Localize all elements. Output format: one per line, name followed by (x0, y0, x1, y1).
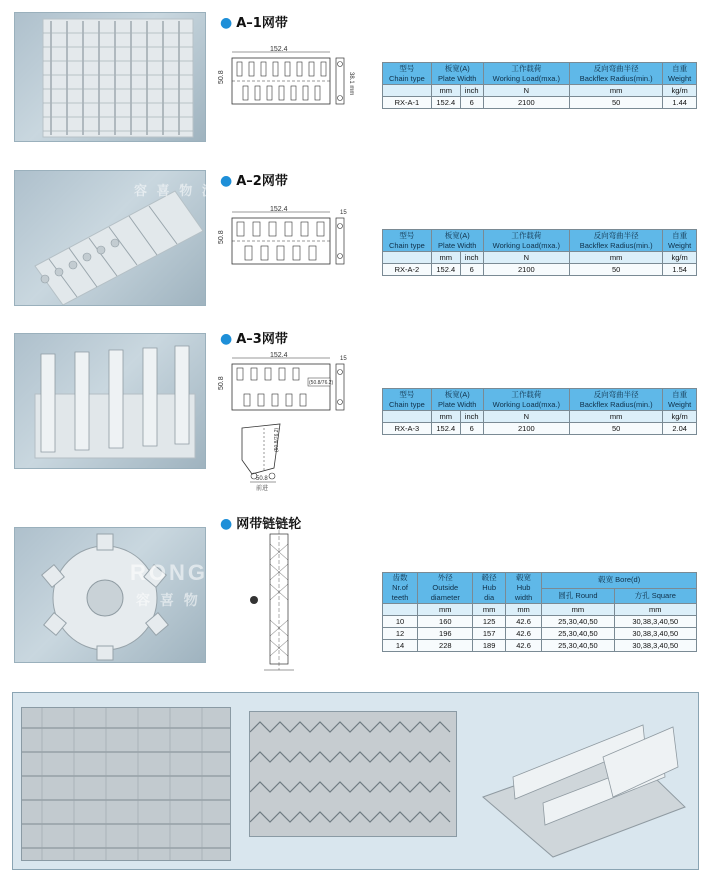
hdr-plate-width: 板宽(A) Plate Width (431, 230, 483, 252)
spec-table-a1 (382, 62, 697, 109)
unit-cell: inch (460, 252, 483, 264)
section-a3-title: ● A–3网带 (220, 331, 288, 347)
unit-cell: N (483, 85, 570, 97)
dim-profile-a3: (50.8/76.2) (274, 427, 280, 452)
bullet-icon: ● (220, 331, 233, 347)
unit-cell: mm (431, 411, 460, 423)
bullet-icon: ● (220, 15, 233, 31)
value-cell: RX-A-3 (383, 423, 432, 435)
section-a2-title: ● A–2网带 (220, 173, 288, 189)
value-cell: 2100 (483, 264, 570, 276)
unit-cell: mm (542, 604, 614, 616)
hdr-working-load: 工作载荷 Working Load(mxa.) (483, 63, 570, 85)
value-cell: 152.4 (431, 264, 460, 276)
unit-cell (383, 85, 432, 97)
gallery-photo-flat-belt (21, 707, 231, 861)
direction-label-a3: 前进 (256, 485, 269, 492)
value-cell: 189 (473, 640, 505, 652)
watermark-brand: RONGXI (130, 560, 235, 585)
value-cell: 6 (460, 97, 483, 109)
spec-table-a2 (382, 229, 697, 276)
hdr-hub-dia: 毂径 Hub dia (473, 573, 505, 604)
sprocket-title: ● 网带链链轮 (220, 516, 302, 532)
value-cell: 6 (460, 264, 483, 276)
value-cell: RX-A-1 (383, 97, 432, 109)
belt-a3-drawing (212, 350, 362, 510)
belt-a1-image (15, 13, 205, 141)
value-cell: 25,30,40,50 (542, 616, 614, 628)
hdr-plate-width: 板宽(A) Plate Width (431, 63, 483, 85)
hdr-backflex: 反向弯曲半径 Backflex Radius(min.) (570, 230, 663, 252)
gallery-photo-mesh-detail (249, 711, 457, 837)
hdr-bore: 毂宽 Bore(d) (542, 573, 697, 589)
hdr-weight: 自重 Weight (663, 63, 697, 85)
belt-a2-drawing (212, 204, 362, 274)
hdr-plate-width: 板宽(A) Plate Width (431, 389, 483, 411)
hdr-chain-type: 型号 Chain type (383, 230, 432, 252)
section-a1-title: ● A–1网带 (220, 15, 288, 31)
value-cell: 12 (383, 628, 418, 640)
unit-cell (383, 411, 432, 423)
value-cell: 42.6 (505, 628, 541, 640)
value-cell: 30,38,3,40,50 (614, 616, 696, 628)
value-cell: 152.4 (431, 423, 460, 435)
value-cell: 160 (418, 616, 473, 628)
belt-a3-photo (14, 333, 206, 469)
belt-a1-drawing (212, 44, 362, 114)
value-cell: 157 (473, 628, 505, 640)
value-cell: 14 (383, 640, 418, 652)
value-cell: 50 (570, 423, 663, 435)
unit-cell (383, 604, 418, 616)
hdr-outside-diameter: 外径 Outside diameter (418, 573, 473, 604)
bullet-icon: ● (220, 516, 233, 532)
value-cell: 196 (418, 628, 473, 640)
hdr-bore-round: 圆孔 Round (542, 588, 614, 604)
value-cell: 2.04 (663, 423, 697, 435)
unit-cell: mm (418, 604, 473, 616)
unit-cell: kg/m (663, 252, 697, 264)
unit-cell: inch (460, 85, 483, 97)
unit-cell: mm (473, 604, 505, 616)
unit-cell: kg/m (663, 411, 697, 423)
unit-cell (383, 252, 432, 264)
unit-cell: inch (460, 411, 483, 423)
unit-cell: mm (570, 85, 663, 97)
value-cell: 1.44 (663, 97, 697, 109)
belt-a2-image (15, 171, 205, 305)
hdr-backflex: 反向弯曲半径 Backflex Radius(min.) (570, 389, 663, 411)
watermark-cn: 容 喜 物 流 (134, 183, 218, 198)
value-cell: 42.6 (505, 640, 541, 652)
value-cell: 25,30,40,50 (542, 628, 614, 640)
belt-a3-image (15, 334, 205, 468)
dim-side-a3: 15 (340, 356, 347, 362)
dim-width-a3: 152.4 (270, 352, 288, 359)
value-cell: 228 (418, 640, 473, 652)
value-cell: 152.4 (431, 97, 460, 109)
hdr-chain-type: 型号 Chain type (383, 389, 432, 411)
spec-table-a3 (382, 388, 697, 435)
unit-cell: mm (570, 252, 663, 264)
belt-a2-photo (14, 170, 206, 306)
value-cell: 125 (473, 616, 505, 628)
dim-height-a1: 50.8 (218, 70, 225, 84)
value-cell: 25,30,40,50 (542, 640, 614, 652)
hdr-bore-square: 方孔 Square (614, 588, 696, 604)
value-cell: 50 (570, 97, 663, 109)
unit-cell: mm (570, 411, 663, 423)
gallery-photo-flight-belt (473, 707, 687, 859)
sprocket-table (382, 572, 697, 652)
sprocket-photo (14, 527, 206, 663)
value-cell: 1.54 (663, 264, 697, 276)
value-cell: 10 (383, 616, 418, 628)
value-cell: 50 (570, 264, 663, 276)
unit-cell: mm (614, 604, 696, 616)
sprocket-image (15, 528, 205, 662)
unit-cell: mm (431, 252, 460, 264)
value-cell: 42.6 (505, 616, 541, 628)
belt-a1-photo (14, 12, 206, 142)
hdr-teeth: 齿数 Nr.of teeth (383, 573, 418, 604)
hdr-hub-width: 毂宽 Hub width (505, 573, 541, 604)
value-cell: 2100 (483, 423, 570, 435)
hdr-working-load: 工作载荷 Working Load(mxa.) (483, 230, 570, 252)
sprocket-drawing (244, 530, 304, 675)
unit-cell: N (483, 252, 570, 264)
watermark-brand: RONGXI (130, 150, 220, 170)
unit-cell: mm (505, 604, 541, 616)
value-cell: 2100 (483, 97, 570, 109)
unit-cell: kg/m (663, 85, 697, 97)
value-cell: RX-A-2 (383, 264, 432, 276)
unit-cell: mm (431, 85, 460, 97)
dim-inner-a3: (50.8/76.2) (309, 380, 334, 386)
hdr-chain-type: 型号 Chain type (383, 63, 432, 85)
hdr-working-load: 工作载荷 Working Load(mxa.) (483, 389, 570, 411)
value-cell: 30,38,3,40,50 (614, 640, 696, 652)
bullet-icon: ● (220, 173, 233, 189)
dim-height-a3: 50.8 (218, 376, 225, 390)
unit-cell: N (483, 411, 570, 423)
value-cell: 30,38,3,40,50 (614, 628, 696, 640)
hdr-weight: 自重 Weight (663, 389, 697, 411)
dim-width-a1: 152.4 (270, 46, 288, 53)
hdr-weight: 自重 Weight (663, 230, 697, 252)
dim-side-a1: 38.1 mm (348, 72, 354, 96)
watermark-cn: 容 喜 物 流 (136, 592, 225, 608)
photo-gallery-panel (12, 692, 699, 870)
dim-height-a2: 50.8 (218, 230, 225, 244)
hdr-backflex: 反向弯曲半径 Backflex Radius(min.) (570, 63, 663, 85)
dim-side-a2: 15 (340, 210, 347, 216)
dim-bottom-a3: 50.8 (256, 476, 268, 482)
value-cell: 6 (460, 423, 483, 435)
dim-width-a2: 152.4 (270, 206, 288, 213)
